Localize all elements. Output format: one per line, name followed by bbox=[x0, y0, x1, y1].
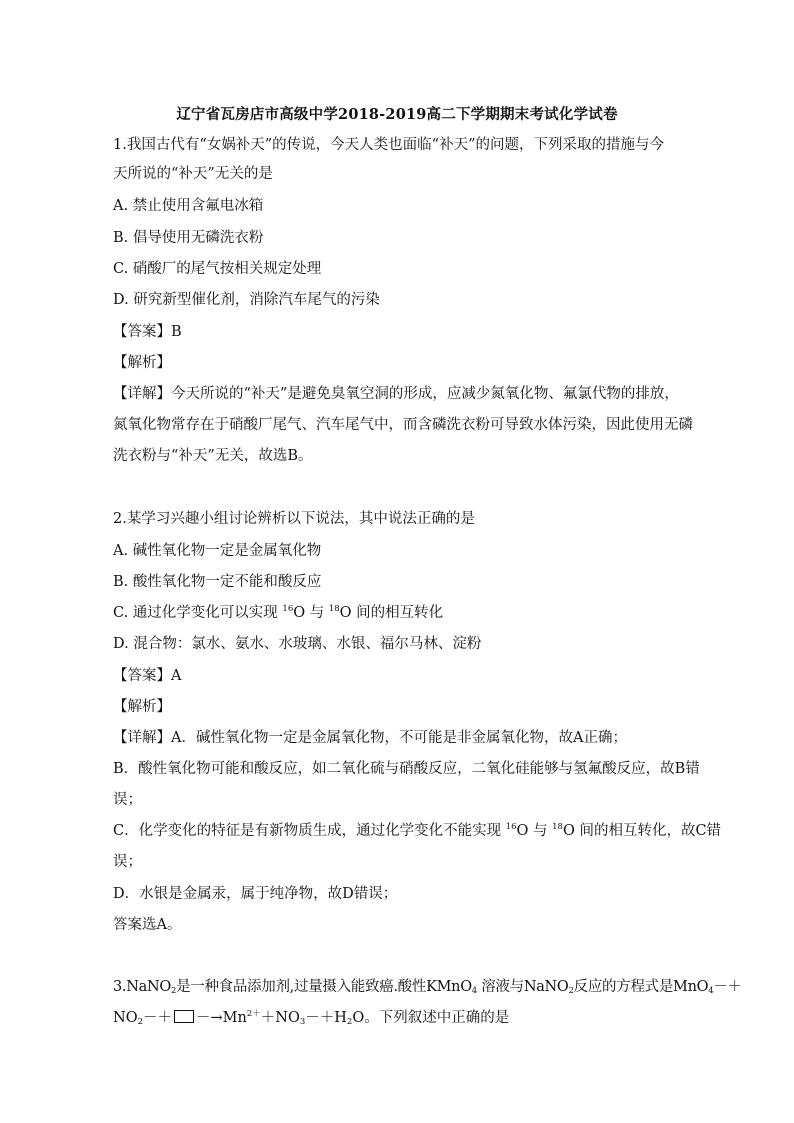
q1-detail-line2: 氮氧化物常存在于硝酸厂尾气、汽车尾气中，而含磷洗衣粉可导致水体污染，因此使用无磷 bbox=[113, 417, 693, 433]
q3-stem-line1 bbox=[113, 977, 742, 997]
subscript: 4 bbox=[471, 986, 477, 996]
q3-text: －＋ bbox=[143, 1010, 172, 1026]
q1-option-c: C. 硝酸厂的尾气按相关规定处理 bbox=[113, 261, 322, 277]
q3-text: 反应的方程式是MnO bbox=[573, 979, 709, 995]
q3-text: 3.NaNO bbox=[113, 979, 171, 995]
oxygen-symbol: O bbox=[339, 605, 352, 621]
conjunction-text: 与 bbox=[305, 605, 329, 621]
q3-text: －＋ bbox=[713, 979, 742, 995]
q2-option-a: A. 碱性氧化物一定是金属氧化物 bbox=[113, 543, 322, 559]
q2-detail-line2: B．酸性氧化物可能和酸反应，如二氧化硫与硝酸反应，二氧化硅能够与氢氟酸反应，故B错 bbox=[113, 761, 700, 777]
q1-answer: 【答案】B bbox=[113, 324, 182, 340]
q3-text: 是一种食品添加剂,过量摄入能致癌.酸性KMnO bbox=[176, 979, 472, 995]
subscript: 3 bbox=[299, 1017, 306, 1027]
q2-analysis-label: 【解析】 bbox=[113, 699, 171, 715]
q1-option-a: A. 禁止使用含氟电冰箱 bbox=[113, 198, 264, 214]
q2-detail-line4 bbox=[113, 821, 721, 841]
q3-text: O。下列叙述中正确的是 bbox=[352, 1010, 510, 1026]
q2-detail-line1: 【详解】A．碱性氧化物一定是金属氧化物，不可能是非金属氧化物，故A正确； bbox=[113, 730, 627, 746]
isotope-18-mass: 18 bbox=[552, 822, 563, 832]
q3-text: ＋NO bbox=[260, 1010, 300, 1026]
superscript-charge: 2＋ bbox=[246, 1009, 261, 1019]
q1-stem-line1: 1.我国古代有“女娲补天”的传说，今天人类也面临“补天”的问题，下列采取的措施与今 bbox=[113, 137, 664, 153]
subscript: 2 bbox=[346, 1017, 353, 1027]
isotope-18-mass: 18 bbox=[328, 604, 340, 614]
q2-detail-line4-text: C．化学变化的特征是有新物质生成，通过化学变化不能实现 bbox=[113, 823, 506, 839]
q2-option-d: D. 混合物：氯水、氨水、水玻璃、水银、福尔马林、淀粉 bbox=[113, 636, 482, 652]
q2-detail-line7: 答案选A。 bbox=[113, 917, 182, 933]
q1-option-d: D. 研究新型催化剂，消除汽车尾气的污染 bbox=[113, 292, 380, 308]
page-title: 辽宁省瓦房店市高级中学2018-2019高二下学期期末考试化学试卷 bbox=[176, 106, 618, 123]
q3-text: NO bbox=[113, 1010, 138, 1026]
isotope-16-mass: 16 bbox=[282, 604, 294, 614]
isotope-16-mass: 16 bbox=[505, 822, 517, 832]
subscript: 2 bbox=[568, 986, 574, 996]
oxygen-symbol: O bbox=[562, 823, 575, 839]
q2-detail-line3: 误； bbox=[113, 792, 142, 808]
q2-option-c-text: C. 通过化学变化可以实现 bbox=[113, 605, 283, 621]
q2-option-c-tail: 间的相互转化 bbox=[351, 605, 444, 621]
q2-detail-line5: 误； bbox=[113, 854, 142, 870]
blank-box bbox=[174, 1010, 194, 1023]
q1-analysis-label: 【解析】 bbox=[113, 355, 171, 371]
subscript: 4 bbox=[708, 986, 714, 996]
q1-detail-line1: 【详解】今天所说的“补天”是避免臭氧空洞的形成，应减少氮氧化物、氟氯代物的排放， bbox=[113, 386, 679, 402]
q1-detail-line3: 洗衣粉与“补天”无关，故选B。 bbox=[113, 448, 313, 464]
q2-answer: 【答案】A bbox=[113, 668, 182, 684]
q1-option-b: B. 倡导使用无磷洗衣粉 bbox=[113, 230, 264, 246]
q2-detail-line4-tail: 间的相互转化，故C错 bbox=[574, 823, 722, 839]
q3-text: －＋H bbox=[305, 1010, 347, 1026]
q2-detail-line6: D．水银是金属汞，属于纯净物，故D错误； bbox=[113, 886, 398, 902]
q2-option-b: B. 酸性氧化物一定不能和酸反应 bbox=[113, 574, 322, 590]
q2-option-c bbox=[113, 603, 443, 623]
q3-text: －→Mn bbox=[196, 1010, 247, 1026]
oxygen-symbol: O bbox=[293, 605, 306, 621]
conjunction-text: 与 bbox=[528, 823, 553, 839]
oxygen-symbol: O bbox=[516, 823, 529, 839]
subscript: 2 bbox=[137, 1017, 143, 1027]
q3-text: 溶液与NaNO bbox=[476, 979, 569, 995]
q2-stem: 2.某学习兴趣小组讨论辨析以下说法，其中说法正确的是 bbox=[113, 511, 475, 527]
q3-stem-line2 bbox=[113, 1008, 509, 1028]
subscript: 2 bbox=[170, 986, 177, 996]
q1-stem-line2: 天所说的“补天”无关的是 bbox=[113, 166, 273, 182]
